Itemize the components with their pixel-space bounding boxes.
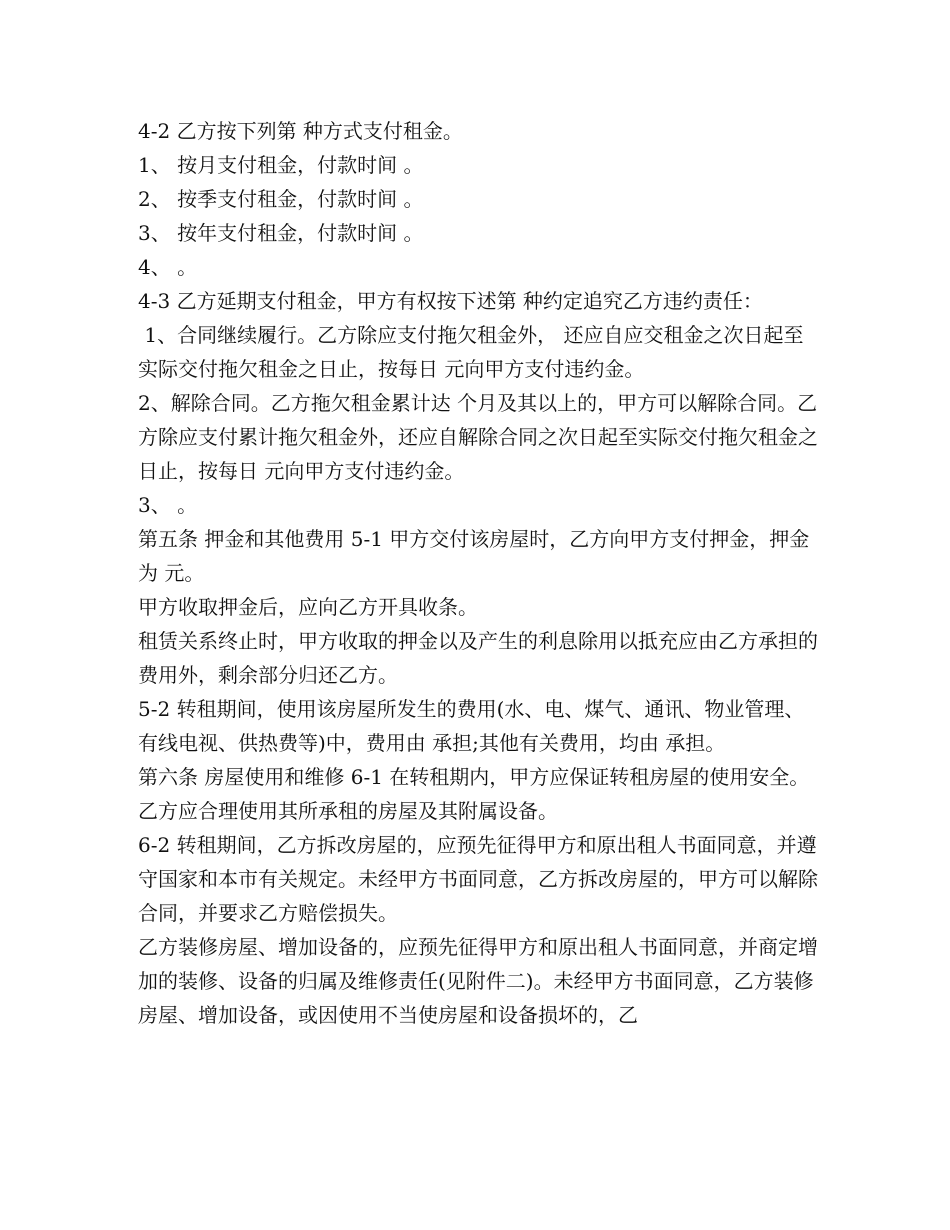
list-item-other: 3、 。 [138, 493, 198, 517]
article-6-heading-paragraph: 第六条 房屋使用和维修 6-1 在转租期内，甲方应保证转租房屋的使用安全。乙方应合理使用其所承租的房屋及其附属设备。 [138, 765, 810, 823]
document-body [138, 114, 825, 1032]
paragraph-4-3: 4-3 乙方延期支付租金，甲方有权按下述第 种约定追究乙方违约责任： [138, 289, 763, 313]
paragraph-deposit-receipt: 甲方收取押金后，应向乙方开具收条。 [138, 595, 478, 619]
list-item-terminate-contract: 2、解除合同。乙方拖欠租金累计达 个月及其以上的，甲方可以解除合同。乙方除应支付累计拖欠租金外，还应自解除合同之次日起至实际交付拖欠租金之日止，按每日 元向甲方支付违约金。 [138, 391, 818, 483]
article-5-heading-paragraph: 第五条 押金和其他费用 5-1 甲方交付该房屋时，乙方向甲方支付押金，押金为 元。 [138, 527, 810, 585]
list-item-2: 2、 按季支付租金，付款时间 。 [138, 187, 424, 211]
paragraph-renovation: 乙方装修房屋、增加设备的，应预先征得甲方和原出租人书面同意，并商定增加的装修、设备的归属及维修责任(见附件二)。未经甲方书面同意，乙方装修房屋、增加设备，或因使用不当使房屋和设备损坏的，乙 [138, 935, 818, 1027]
list-item-continue-contract: 1、合同继续履行。乙方除应支付拖欠租金外， 还应自应交租金之次日起至实际交付拖欠租金之日止，按每日 元向甲方支付违约金。 [138, 323, 804, 381]
paragraph-4-2: 4-2 乙方按下列第 种方式支付租金。 [138, 119, 463, 143]
list-item-1: 1、 按月支付租金，付款时间 。 [138, 153, 424, 177]
list-item-3: 3、 按年支付租金，付款时间 。 [138, 221, 424, 245]
paragraph-5-2: 5-2 转租期间，使用该房屋所发生的费用(水、电、煤气、通讯、物业管理、有线电视、供热费等)中，费用由 承担;其他有关费用，均由 承担。 [138, 697, 805, 755]
paragraph-6-2: 6-2 转租期间，乙方拆改房屋的，应预先征得甲方和原出租人书面同意，并遵守国家和本市有关规定。未经甲方书面同意，乙方拆改房屋的，甲方可以解除合同，并要求乙方赔偿损失。 [138, 833, 818, 925]
list-item-4: 4、 。 [138, 255, 198, 279]
paragraph-deposit-refund: 租赁关系终止时，甲方收取的押金以及产生的利息除用以抵充应由乙方承担的 费用外，剩余部分归还乙方。 [138, 629, 825, 687]
